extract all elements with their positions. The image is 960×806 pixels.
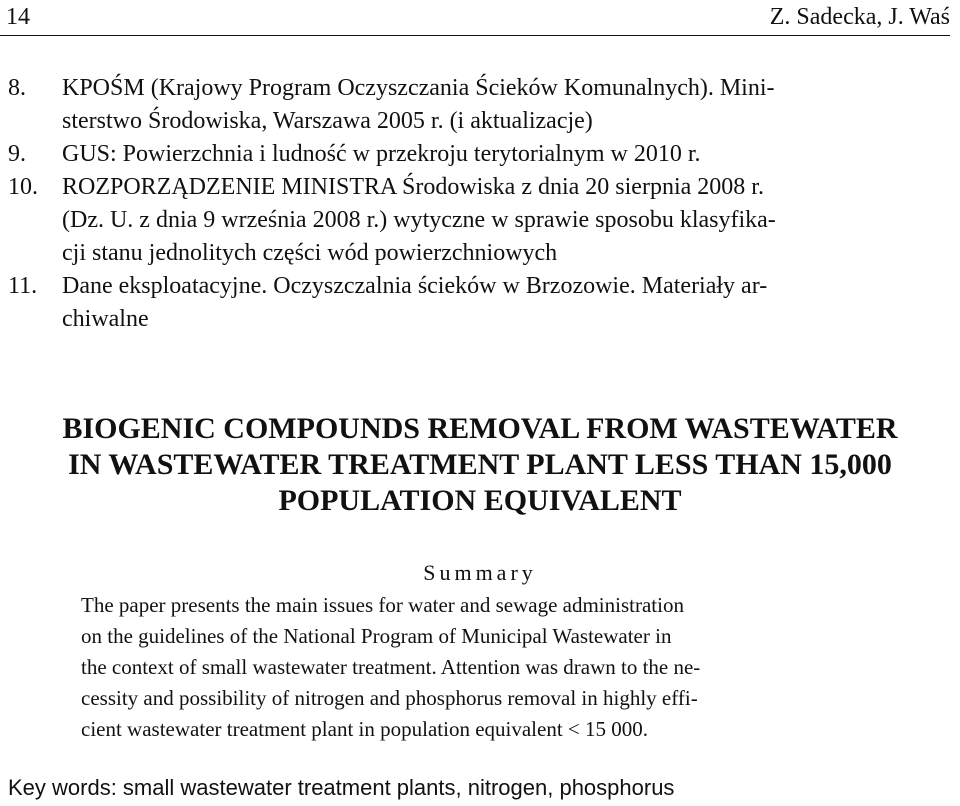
reference-line: KPOŚM (Krajowy Program Oczyszczania Ścieków Komunalnych). Mini- xyxy=(62,75,775,101)
title-line: POPULATION EQUIVALENT xyxy=(278,484,682,517)
reference-list xyxy=(8,72,950,336)
summary-line: cessity and possibility of nitrogen and phosphorus removal in highly effi- xyxy=(81,686,698,710)
header-rule xyxy=(0,35,950,36)
reference-number: 9. xyxy=(8,141,26,167)
title-line: IN WASTEWATER TREATMENT PLANT LESS THAN 15,000 xyxy=(68,448,892,481)
reference-line: sterstwo Środowiska, Warszawa 2005 r. (i aktualizacje) xyxy=(62,108,593,134)
reference-line: cji stanu jednolitych części wód powierzchniowych xyxy=(62,240,558,266)
reference-line: ROZPORZĄDZENIE MINISTRA Środowiska z dnia 20 sierpnia 2008 r. xyxy=(62,174,764,200)
reference-item xyxy=(8,270,950,336)
summary-line: The paper presents the main issues for water and sewage administration xyxy=(81,593,684,617)
keywords: Key words: small wastewater treatment plants, nitrogen, phosphorus xyxy=(8,775,675,800)
reference-line: chiwalne xyxy=(62,306,149,332)
page-number: 14 xyxy=(6,4,30,30)
paper-title-english xyxy=(10,411,950,519)
reference-number: 10. xyxy=(8,174,38,200)
summary-line: on the guidelines of the National Program of Municipal Wastewater in xyxy=(81,624,672,648)
reference-line: (Dz. U. z dnia 9 września 2008 r.) wytyczne w sprawie sposobu klasyfika- xyxy=(62,207,776,233)
summary-abstract xyxy=(81,590,873,745)
summary-line: the context of small wastewater treatment. Attention was drawn to the ne- xyxy=(81,655,701,679)
summary-heading: Summary xyxy=(423,560,537,585)
reference-line: GUS: Powierzchnia i ludność w przekroju terytorialnym w 2010 r. xyxy=(62,141,701,167)
reference-item xyxy=(8,138,950,171)
running-header-authors: Z. Sadecka, J. Waś xyxy=(769,4,950,30)
summary-line: cient wastewater treatment plant in population equivalent < 15 000. xyxy=(81,717,649,741)
running-header xyxy=(6,2,950,36)
reference-number: 8. xyxy=(8,75,26,101)
reference-line: Dane eksploatacyjne. Oczyszczalnia ścieków w Brzozowie. Materiały ar- xyxy=(62,273,768,299)
reference-item xyxy=(8,171,950,270)
reference-item xyxy=(8,72,950,138)
reference-number: 11. xyxy=(8,273,38,299)
title-line: BIOGENIC COMPOUNDS REMOVAL FROM WASTEWATER xyxy=(62,412,898,445)
